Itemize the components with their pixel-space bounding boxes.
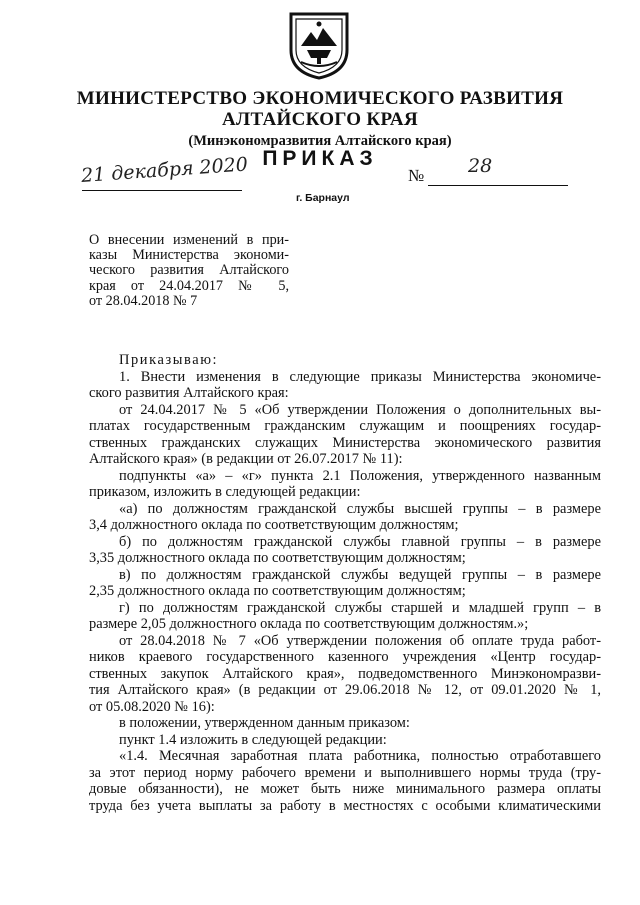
paragraph-6 <box>89 567 601 600</box>
order-directive: Приказываю: <box>119 352 219 368</box>
paragraph-11 <box>89 748 601 814</box>
text-line: от 05.08.2020 № 16): <box>89 698 215 715</box>
text-line: ственных гражданских служащих Министерства экономического развития <box>89 434 601 451</box>
text-line: «а) по должностям гражданской службы высшей группы – в размере <box>119 500 601 517</box>
paragraph-7 <box>89 600 601 633</box>
text-line: от 28.04.2018 № 7 «Об утверждении положения об оплате труда работ- <box>119 632 601 649</box>
text-line: ников краевого государственного казенного учреждения «Центр государ- <box>89 649 601 665</box>
text-line: платах государственным гражданским служащим и поощрениях государ- <box>89 418 601 434</box>
coat-of-arms-emblem <box>287 10 351 80</box>
paragraph-10: пункт 1.4 изложить в следующей редакции: <box>119 731 387 748</box>
text-line: «1.4. Месячная заработная плата работника, полностью отработавшего <box>119 748 601 764</box>
paragraph-2 <box>89 402 601 468</box>
order-title: ПРИКАЗ <box>262 147 378 170</box>
order-subject <box>89 233 289 309</box>
text-line: размере 2,05 должностного оклада по соответствующим должностям.»; <box>89 616 529 632</box>
text-line: г) по должностям гражданской службы старшей и младшей групп – в <box>119 599 601 616</box>
ministry-short-name: (Минэкономразвития Алтайского края) <box>188 133 452 149</box>
text-line: 1. Внести изменения в следующие приказы Министерства экономиче- <box>119 368 601 385</box>
text-line: 3,4 должностного оклада по соответствующим должностям; <box>89 517 459 533</box>
text-line: за этот период норму рабочего времени и выполнившего нормы труда (тру- <box>89 764 601 781</box>
subject-line: от 28.04.2018 № 7 <box>89 292 198 309</box>
order-number-label: № <box>408 166 425 185</box>
date-underline <box>82 190 242 191</box>
paragraph-4 <box>89 501 601 534</box>
text-line: подпункты «а» – «г» пункта 2.1 Положения, утвержденного названным <box>119 467 601 484</box>
text-line: от 24.04.2017 № 5 «Об утверждении Положения о дополнительных вы- <box>119 401 601 418</box>
subject-line: О внесении изменений в при- <box>89 232 289 248</box>
text-line: Алтайского края» (в редакции от 26.07.2017 № 11): <box>89 451 403 467</box>
paragraph-9: в положении, утвержденном данным приказом: <box>119 715 410 731</box>
order-body <box>89 352 601 814</box>
paragraph-1 <box>89 369 601 402</box>
text-line: 2,35 должностного оклада по соответствующим должностям; <box>89 583 466 599</box>
text-line: ского развития Алтайского края: <box>89 385 289 401</box>
text-line: труда без учета выплаты за работу в местностях с особыми климатическими <box>89 797 601 814</box>
order-date-handwritten: 21 декабря 2020 <box>80 153 249 187</box>
number-underline <box>428 185 568 186</box>
text-line: 3,35 должностного оклада по соответствующим должностям; <box>89 550 466 566</box>
text-line: б) по должностям гражданской службы главной группы – в размере <box>119 533 601 550</box>
subject-line: края от 24.04.2017 № 5, <box>89 277 289 294</box>
paragraph-3 <box>89 468 601 501</box>
text-line: ственных закупок Алтайского края», подведомственного Минэкономразви- <box>89 665 601 682</box>
ministry-title-line1: МИНИСТЕРСТВО ЭКОНОМИЧЕСКОГО РАЗВИТИЯ <box>76 88 564 109</box>
paragraph-8 <box>89 633 601 716</box>
subject-line: казы Министерства экономи- <box>89 247 289 264</box>
subject-line: ческого развития Алтайского <box>89 262 289 279</box>
text-line: приказом, изложить в следующей редакции: <box>89 484 361 500</box>
city-label: г. Барнаул <box>296 192 350 204</box>
text-line: в) по должностям гражданской службы ведущей группы – в размере <box>119 566 601 583</box>
order-number-handwritten: 28 <box>468 155 493 177</box>
text-line: довые обязанности), не может быть ниже минимального размера оплаты <box>89 781 601 797</box>
text-line: тия Алтайского края» (в редакции от 29.06.2018 № 12, от 09.01.2020 № 1, <box>89 682 601 698</box>
paragraph-5 <box>89 534 601 567</box>
ministry-title-line2: АЛТАЙСКОГО КРАЯ <box>222 109 418 130</box>
